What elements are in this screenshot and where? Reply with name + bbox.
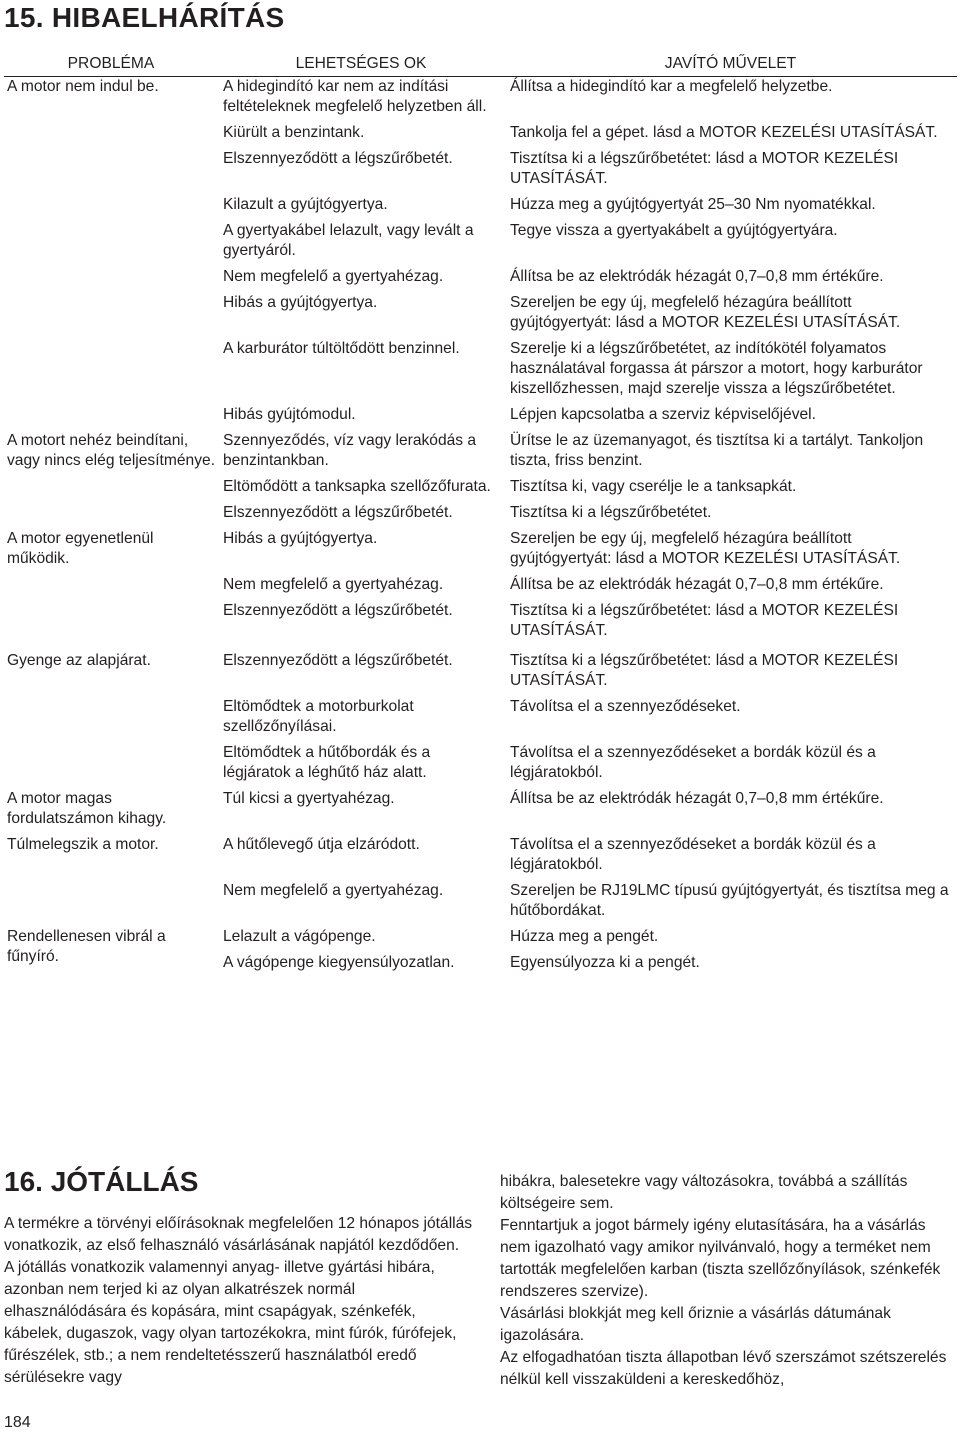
action-cell: Távolítsa el a szennyeződéseket a bordák közül és a légjáratokból. <box>510 744 876 781</box>
cause-cell: Elszennyeződött a légszűrőbetét. <box>223 150 453 167</box>
problem-cell: Túlmelegszik a motor. <box>7 836 159 853</box>
action-cell: Távolítsa el a szennyeződéseket a bordák közül és a légjáratokból. <box>510 836 876 873</box>
action-cell: Állítsa be az elektródák hézagát 0,7–0,8 mm értékűre. <box>510 790 884 807</box>
table-row <box>4 927 957 953</box>
cause-cell: Elszennyeződött a légszűrőbetét. <box>223 602 453 619</box>
section-16-title: 16. JÓTÁLLÁS <box>4 1166 199 1197</box>
cause-cell: Nem megfelelő a gyertyahézag. <box>223 576 444 593</box>
problem-cell <box>4 221 218 267</box>
cause-cell: Kilazult a gyújtógyertya. <box>223 196 388 213</box>
header-cause: LEHETSÉGES OK <box>295 54 427 72</box>
table-row <box>4 647 957 697</box>
action-cell: Ürítse le az üzemanyagot, és tisztítsa ki a tartályt. Tankoljon tiszta, friss benzint. <box>510 432 924 469</box>
problem-cell <box>4 149 218 195</box>
table-row <box>4 293 957 339</box>
table-row <box>4 123 957 149</box>
table-row <box>4 431 957 477</box>
problem-cell: Rendellenesen vibrál a fűnyíró. <box>7 928 166 965</box>
problem-cell <box>4 195 218 221</box>
action-cell: Állítsa be az elektródák hézagát 0,7–0,8 mm értékűre. <box>510 576 884 593</box>
cause-cell: Eltömődtek a hűtőbordák és a légjáratok a léghűtő ház alatt. <box>223 744 431 781</box>
table-row <box>4 477 957 503</box>
table-row <box>4 529 957 575</box>
problem-cell: A motor egyenetlenül működik. <box>7 530 154 567</box>
cause-cell: Nem megfelelő a gyertyahézag. <box>223 268 444 285</box>
page-number: 184 <box>4 1414 31 1431</box>
cause-cell: Eltömődött a tanksapka szellőzőfurata. <box>223 478 491 495</box>
cause-cell: Elszennyeződött a légszűrőbetét. <box>223 504 453 521</box>
cause-cell: Hibás gyújtómodul. <box>223 406 356 423</box>
table-row <box>4 149 957 195</box>
table-row <box>4 195 957 221</box>
problem-cell <box>4 477 218 503</box>
cause-cell: A vágópenge kiegyensúlyozatlan. <box>223 954 455 971</box>
action-cell: Állítsa a hidegindító kar a megfelelő helyzetbe. <box>510 78 833 95</box>
problem-cell <box>4 743 218 789</box>
warranty-paragraph: hibákra, balesetekre vagy változásokra, továbbá a szállítás költségeire sem. <box>500 1173 908 1212</box>
action-cell: Tisztítsa ki, vagy cserélje le a tanksapkát. <box>510 478 797 495</box>
action-cell: Tegye vissza a gyertyakábelt a gyújtógyertyára. <box>510 222 838 239</box>
table-row <box>4 77 957 124</box>
warranty-paragraph: Vásárlási blokkját meg kell őriznie a vásárlás dátumának igazolására. <box>500 1305 891 1344</box>
action-cell: Húzza meg a pengét. <box>510 928 659 945</box>
cause-cell: Szennyeződés, víz vagy lerakódás a benzintankban. <box>223 432 477 469</box>
problem-cell <box>4 339 218 405</box>
cause-cell: Kiürült a benzintank. <box>223 124 365 141</box>
problem-cell <box>4 405 218 431</box>
cause-cell: Nem megfelelő a gyertyahézag. <box>223 882 444 899</box>
problem-cell <box>4 601 218 647</box>
table-row <box>4 503 957 529</box>
table-row <box>4 601 957 647</box>
warranty-left-column <box>4 1213 474 1389</box>
table-row <box>4 697 957 743</box>
action-cell: Szerelje ki a légszűrőbetétet, az indítókötél folyamatos használatával forgassa át párszor a motort, hogy karburátor kiszellőzhessen, majd szerelje vissza a légszűrőbetétet. <box>510 340 923 397</box>
problem-cell <box>4 575 218 601</box>
problem-cell: A motor magas fordulatszámon kihagy. <box>7 790 167 827</box>
action-cell: Lépjen kapcsolatba a szerviz képviselőjével. <box>510 406 816 423</box>
warranty-paragraph: Az elfogadhatóan tiszta állapotban lévő szerszámot szétszerelés nélkül kell visszaküldeni a kereskedőhöz, <box>500 1349 947 1388</box>
action-cell: Húzza meg a gyújtógyertyát 25–30 Nm nyomatékkal. <box>510 196 876 213</box>
table-row <box>4 405 957 431</box>
cause-cell: A gyertyakábel lelazult, vagy levált a gyertyáról. <box>223 222 474 259</box>
table-row <box>4 575 957 601</box>
action-cell: Egyensúlyozza ki a pengét. <box>510 954 700 971</box>
problem-cell: Gyenge az alapjárat. <box>7 652 151 669</box>
table-row <box>4 835 957 881</box>
warranty-paragraph: A jótállás vonatkozik valamennyi anyag- illetve gyártási hibára, azonban nem terjed ki az olyan alkatrészek normál elhasználódására és kopására, mint csapágyak, szénkefék, kábelek, dugaszok, vagy olyan tartozékokra, mint fúrók, fúrófejek, fűrészélek, stb.; a nem rendeltetésszerű használatból eredő sérülésekre vagy <box>4 1259 457 1386</box>
problem-cell <box>4 881 218 927</box>
table-row <box>4 339 957 405</box>
cause-cell: Eltömődtek a motorburkolat szellőzőnyílásai. <box>223 698 414 735</box>
section-15-title: 15. HIBAELHÁRÍTÁS <box>4 2 285 33</box>
header-action: JAVÍTÓ MŰVELET <box>664 54 797 72</box>
cause-cell: Túl kicsi a gyertyahézag. <box>223 790 395 807</box>
cause-cell: Lelazult a vágópenge. <box>223 928 376 945</box>
cause-cell: Hibás a gyújtógyertya. <box>223 530 378 547</box>
action-cell: Szereljen be egy új, megfelelő hézagúra beállított gyújtógyertyát: lásd a MOTOR KEZELÉSI UTASÍTÁSÁT. <box>510 530 901 567</box>
cause-cell: A hidegindító kar nem az indítási feltételeknek megfelelő helyzetben áll. <box>223 78 487 115</box>
action-cell: Tisztítsa ki a légszűrőbetétet: lásd a MOTOR KEZELÉSI UTASÍTÁSÁT. <box>510 602 899 639</box>
problem-cell <box>4 267 218 293</box>
header-problem: PROBLÉMA <box>67 54 155 72</box>
cause-cell: A karburátor túltöltődött benzinnel. <box>223 340 460 357</box>
action-cell: Tisztítsa ki a légszűrőbetétet: lásd a MOTOR KEZELÉSI UTASÍTÁSÁT. <box>510 150 899 187</box>
warranty-paragraph: Fenntartjuk a jogot bármely igény elutasítására, ha a vásárlás nem igazolható vagy amikor nyilvánvaló, hogy a terméket nem tartották megfelelően karban (tiszta szellőzőnyílások, szénkefék rendszeres szervize). <box>500 1217 941 1300</box>
warranty-right-column <box>500 1171 955 1391</box>
table-row <box>4 743 957 789</box>
troubleshooting-table <box>4 51 957 979</box>
table-row <box>4 267 957 293</box>
problem-cell <box>4 697 218 743</box>
problem-cell <box>4 293 218 339</box>
problem-cell <box>4 503 218 529</box>
problem-cell <box>4 123 218 149</box>
action-cell: Szereljen be RJ19LMC típusú gyújtógyertyát, és tisztítsa meg a hűtőbordákat. <box>510 882 949 919</box>
cause-cell: Hibás a gyújtógyertya. <box>223 294 378 311</box>
table-row <box>4 881 957 927</box>
problem-cell: A motort nehéz beindítani, vagy nincs elég teljesítménye. <box>7 432 216 469</box>
action-cell: Tankolja fel a gépet. lásd a MOTOR KEZELÉSI UTASÍTÁSÁT. <box>510 124 938 141</box>
action-cell: Tisztítsa ki a légszűrőbetétet: lásd a MOTOR KEZELÉSI UTASÍTÁSÁT. <box>510 652 899 689</box>
problem-cell: A motor nem indul be. <box>7 78 159 95</box>
table-header-row <box>4 51 957 77</box>
cause-cell: A hűtőlevegő útja elzáródott. <box>223 836 420 853</box>
table-row <box>4 789 957 835</box>
action-cell: Tisztítsa ki a légszűrőbetétet. <box>510 504 712 521</box>
warranty-paragraph: A termékre a törvényi előírásoknak megfelelően 12 hónapos jótállás vonatkozik, az első felhasználó vásárlásának napjától kezdődően. <box>4 1215 473 1254</box>
action-cell: Szereljen be egy új, megfelelő hézagúra beállított gyújtógyertyát: lásd a MOTOR KEZELÉSI UTASÍTÁSÁT. <box>510 294 901 331</box>
action-cell: Állítsa be az elektródák hézagát 0,7–0,8 mm értékűre. <box>510 268 884 285</box>
action-cell: Távolítsa el a szennyeződéseket. <box>510 698 741 715</box>
table-row <box>4 221 957 267</box>
cause-cell: Elszennyeződött a légszűrőbetét. <box>223 652 453 669</box>
